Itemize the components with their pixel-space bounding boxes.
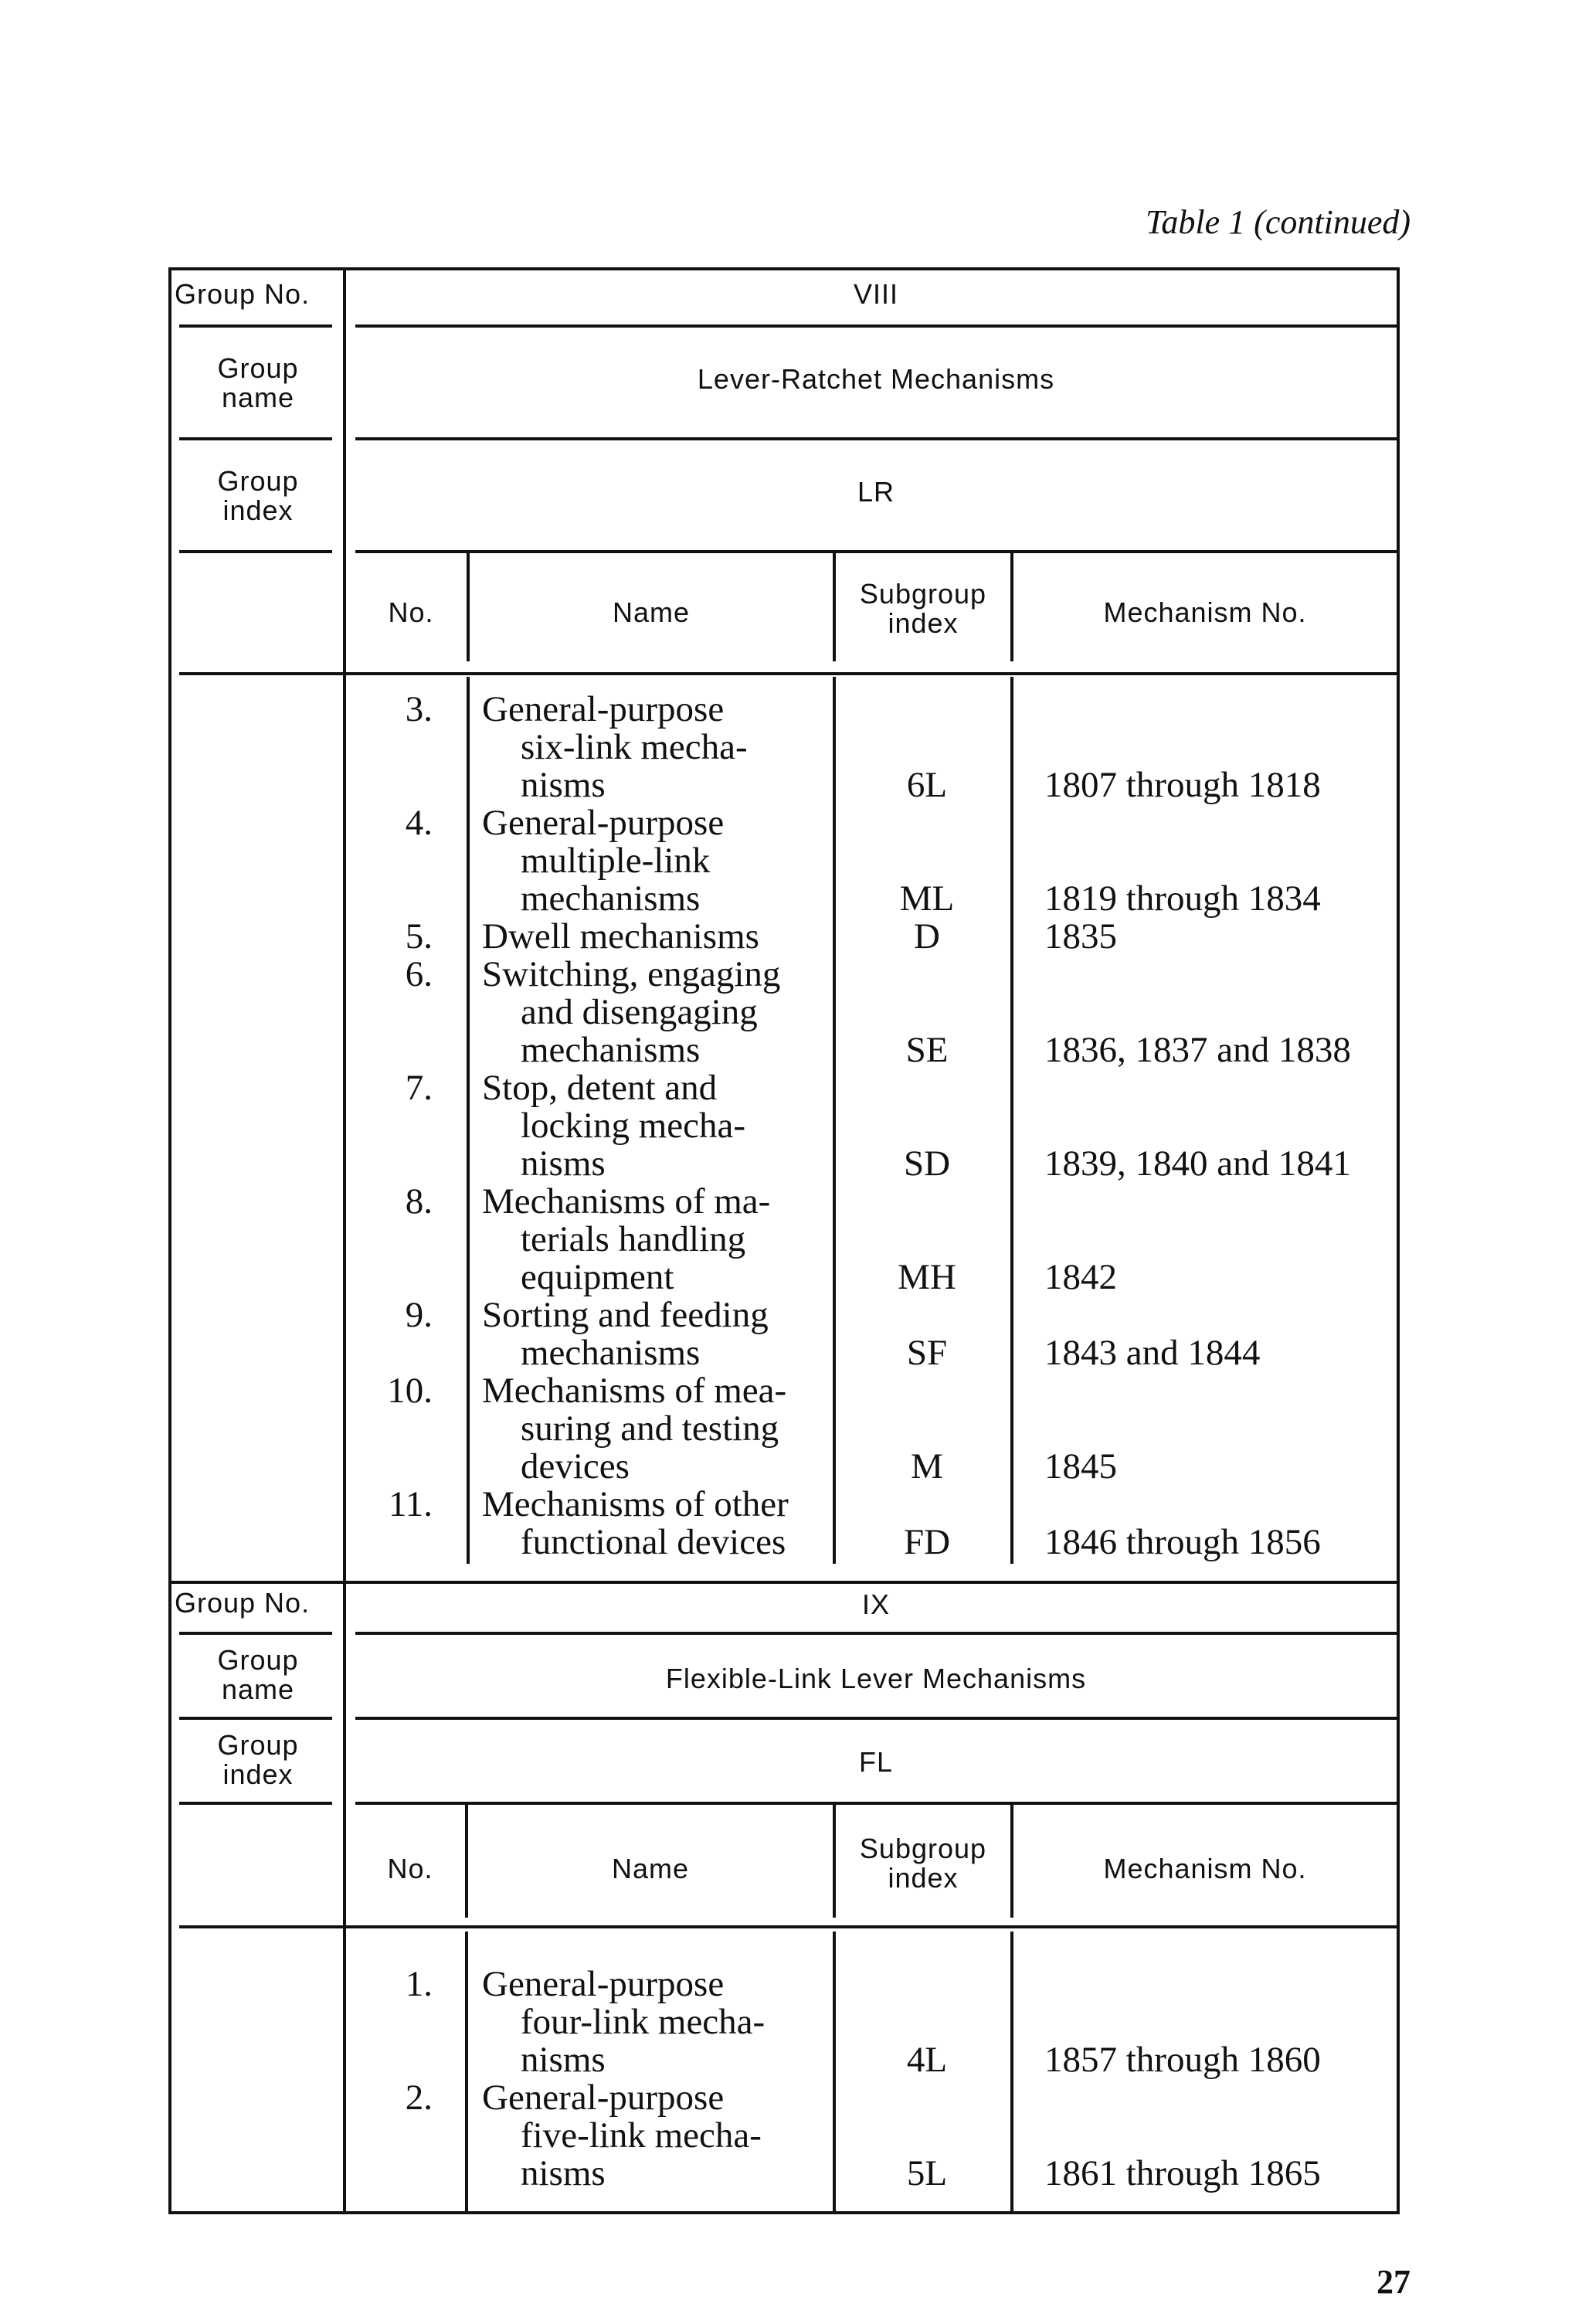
group-index: LR <box>857 476 895 508</box>
row-no: 9. <box>405 1295 433 1335</box>
row-name-line: nisms <box>521 2040 606 2080</box>
group-name: Lever-Ratchet Mechanisms <box>697 363 1055 395</box>
row-subgroup: SD <box>903 1143 951 1184</box>
row-name-line: five-link mecha- <box>521 2115 762 2156</box>
row-no: 2. <box>405 2078 433 2118</box>
row-subgroup: FD <box>903 1522 951 1562</box>
row-name-line: locking mecha- <box>521 1106 746 1146</box>
row-subgroup: 4L <box>906 2040 948 2080</box>
row-subgroup: M <box>911 1446 943 1486</box>
row-mechanism: 1807 through 1818 <box>1044 765 1321 805</box>
col-header-mechanism: Mechanism No. <box>1103 1853 1307 1884</box>
row-name-line: mechanisms <box>521 1333 701 1373</box>
row-mechanism: 1835 <box>1044 916 1117 956</box>
col-header-subgroup: Subgroup index <box>859 578 987 639</box>
row-name-line: mechanisms <box>521 878 701 919</box>
group-index: FL <box>858 1746 893 1778</box>
row-name-line: Mechanisms of ma- <box>482 1181 771 1221</box>
row-no: 7. <box>405 1068 433 1108</box>
col-header-no: No. <box>387 1853 433 1884</box>
row-no: 5. <box>405 916 433 956</box>
row-name-line: Stop, detent and <box>482 1068 718 1108</box>
row-subgroup: SE <box>905 1030 949 1070</box>
group-no-label: Group No. <box>175 278 311 310</box>
row-name-line: General-purpose <box>482 689 725 729</box>
col-header-mechanism: Mechanism No. <box>1103 596 1307 628</box>
col-header-subgroup: Subgroup index <box>859 1833 987 1894</box>
group-name-label: Group name <box>217 352 299 413</box>
row-name-line: Mechanisms of mea- <box>482 1371 787 1411</box>
row-name-line: Mechanisms of other <box>482 1484 789 1524</box>
table-caption: Table 1 (continued) <box>1146 203 1411 241</box>
row-no: 8. <box>405 1181 433 1221</box>
group-index-label: Group index <box>217 1729 299 1790</box>
row-name-line: multiple-link <box>521 841 711 881</box>
row-name-line: equipment <box>521 1257 674 1297</box>
row-no: 4. <box>405 803 433 843</box>
row-name-line: Sorting and feeding <box>482 1295 769 1335</box>
col-header-no: No. <box>388 596 434 628</box>
row-name-line: functional devices <box>521 1522 786 1562</box>
row-name-line: nisms <box>521 765 606 805</box>
row-name-line: nisms <box>521 1143 606 1184</box>
group-index-label: Group index <box>217 465 299 526</box>
row-mechanism: 1845 <box>1044 1446 1117 1486</box>
group-name: Flexible-Link Lever Mechanisms <box>665 1663 1087 1694</box>
row-mechanism: 1839, 1840 and 1841 <box>1044 1143 1351 1184</box>
row-mechanism: 1819 through 1834 <box>1044 878 1321 919</box>
group-no-label: Group No. <box>175 1587 311 1619</box>
row-mechanism: 1861 through 1865 <box>1044 2153 1321 2193</box>
row-subgroup: ML <box>899 878 955 919</box>
row-no: 10. <box>387 1371 433 1411</box>
page-number: 27 <box>1377 2263 1411 2301</box>
row-subgroup: SF <box>906 1333 948 1373</box>
row-no: 3. <box>405 689 433 729</box>
row-name-line: devices <box>521 1446 630 1486</box>
row-subgroup: 5L <box>906 2153 948 2193</box>
group-number: IX <box>861 1588 890 1620</box>
row-name-line: nisms <box>521 2153 606 2193</box>
row-name-line: and disengaging <box>521 992 758 1032</box>
row-name-line: Dwell mechanisms <box>482 916 759 956</box>
row-no: 6. <box>405 954 433 994</box>
row-name-line: terials handling <box>521 1219 746 1259</box>
row-no: 1. <box>405 1964 433 2004</box>
row-mechanism: 1836, 1837 and 1838 <box>1044 1030 1351 1070</box>
row-mechanism: 1846 through 1856 <box>1044 1522 1321 1562</box>
row-name-line: mechanisms <box>521 1030 701 1070</box>
row-name-line: four-link mecha- <box>521 2002 766 2042</box>
row-name-line: General-purpose <box>482 2078 725 2118</box>
row-name-line: General-purpose <box>482 803 725 843</box>
row-mechanism: 1842 <box>1044 1257 1117 1297</box>
row-subgroup: 6L <box>906 765 948 805</box>
row-mechanism: 1857 through 1860 <box>1044 2040 1321 2080</box>
group-name-label: Group name <box>217 1644 299 1705</box>
row-name-line: six-link mecha- <box>521 727 748 767</box>
row-name-line: suring and testing <box>521 1408 779 1449</box>
row-subgroup: D <box>914 916 940 956</box>
col-header-name: Name <box>612 596 691 628</box>
row-name-line: Switching, engaging <box>482 954 781 994</box>
row-mechanism: 1843 and 1844 <box>1044 1333 1261 1373</box>
row-subgroup: MH <box>898 1257 956 1297</box>
group-number: VIII <box>853 278 899 310</box>
row-name-line: General-purpose <box>482 1964 725 2004</box>
col-header-name: Name <box>611 1853 690 1884</box>
row-no: 11. <box>388 1484 433 1524</box>
